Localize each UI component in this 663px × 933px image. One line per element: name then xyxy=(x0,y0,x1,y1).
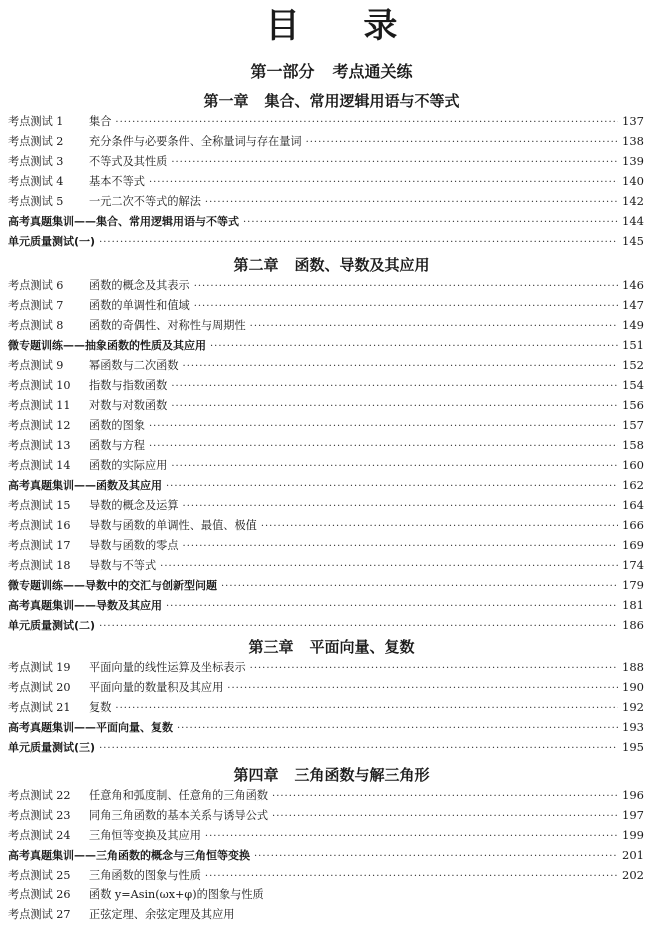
dot-leader xyxy=(171,153,618,173)
entry-label: 考点测试 23 xyxy=(8,809,71,822)
chapter-name: 平面向量、复数 xyxy=(309,638,415,656)
entry-title: 平面向量的数量积及其应用 xyxy=(89,681,224,694)
entry-label: 考点测试 14 xyxy=(8,459,71,472)
entry-page-number: 202 xyxy=(622,868,644,882)
toc-entry[interactable] xyxy=(8,595,644,615)
toc-entry[interactable] xyxy=(8,211,644,231)
toc-entry[interactable] xyxy=(8,151,644,171)
dot-leader xyxy=(210,337,618,357)
entry-title: 同角三角函数的基本关系与诱导公式 xyxy=(89,809,269,822)
entry-label: 考点测试 7 xyxy=(8,299,64,312)
entry-page-number: 166 xyxy=(622,518,644,532)
toc-entry[interactable] xyxy=(8,785,644,805)
entry-label: 高考真题集训——函数及其应用 xyxy=(8,479,162,492)
entry-title: 函数的概念及其表示 xyxy=(89,279,190,292)
dot-leader xyxy=(261,517,618,537)
toc-entry[interactable] xyxy=(8,555,644,575)
dot-leader xyxy=(250,659,618,679)
dot-leader xyxy=(166,597,618,617)
entry-page-number: 181 xyxy=(622,598,644,612)
entry-page-number: 142 xyxy=(622,194,644,208)
entry-label: 考点测试 5 xyxy=(8,195,64,208)
toc-entry[interactable] xyxy=(8,335,644,355)
chapter-number: 第三章 xyxy=(248,638,294,656)
toc-entry[interactable] xyxy=(8,415,644,435)
toc-entry[interactable] xyxy=(8,515,644,535)
entry-label: 考点测试 13 xyxy=(8,439,71,452)
entry-title: 函数的图象 xyxy=(89,419,145,432)
dot-leader xyxy=(254,847,618,867)
dot-leader xyxy=(171,397,618,417)
entry-label: 考点测试 27 xyxy=(8,908,71,921)
dot-leader xyxy=(115,699,618,719)
chapter-name: 集合、常用逻辑用语与不等式 xyxy=(264,92,460,110)
entry-title: 对数与对数函数 xyxy=(89,399,168,412)
dot-leader xyxy=(205,867,618,887)
toc-entry[interactable] xyxy=(8,535,644,555)
entry-page-number: 179 xyxy=(622,578,644,592)
toc-entry[interactable] xyxy=(8,111,644,131)
entry-page-number: 196 xyxy=(622,788,644,802)
toc-entry[interactable] xyxy=(8,315,644,335)
toc-entry[interactable] xyxy=(8,865,644,885)
entry-page-number: 140 xyxy=(622,174,644,188)
dot-leader xyxy=(205,193,618,213)
entry-title: 函数的单调性和值域 xyxy=(89,299,190,312)
toc-entry[interactable] xyxy=(8,191,644,211)
entry-label: 高考真题集训——集合、常用逻辑用语与不等式 xyxy=(8,215,239,228)
entry-page-number: 188 xyxy=(622,660,644,674)
entry-page-number: 157 xyxy=(622,418,644,432)
toc-entry[interactable] xyxy=(8,455,644,475)
entry-page-number: 158 xyxy=(622,438,644,452)
dot-leader xyxy=(183,357,619,377)
entry-label: 单元质量测试(三) xyxy=(8,741,96,754)
entry-title: 不等式及其性质 xyxy=(89,155,168,168)
part-label: 第一部分 xyxy=(250,62,315,81)
toc-entry[interactable] xyxy=(8,885,644,905)
entry-label: 高考真题集训——三角函数的概念与三角恒等变换 xyxy=(8,849,250,862)
entry-page-number: 147 xyxy=(622,298,644,312)
entry-page-number: 197 xyxy=(622,808,644,822)
toc-entry[interactable] xyxy=(8,697,644,717)
entry-page-number: 151 xyxy=(622,338,644,352)
chapter-heading xyxy=(0,637,663,657)
chapter-heading xyxy=(0,255,663,275)
entry-label: 考点测试 24 xyxy=(8,829,71,842)
toc-entry[interactable] xyxy=(8,375,644,395)
entry-label: 考点测试 20 xyxy=(8,681,71,694)
part-name: 考点通关练 xyxy=(332,62,413,81)
entry-label: 考点测试 2 xyxy=(8,135,64,148)
entry-title: 任意角和弧度制、任意角的三角函数 xyxy=(89,789,269,802)
dot-leader xyxy=(183,537,619,557)
entry-page-number: 174 xyxy=(622,558,644,572)
entry-page-number: 160 xyxy=(622,458,644,472)
entry-label: 单元质量测试(一) xyxy=(8,235,96,248)
toc-entry[interactable] xyxy=(8,231,644,251)
entry-title: 充分条件与必要条件、全称量词与存在量词 xyxy=(89,135,302,148)
chapter-number: 第二章 xyxy=(233,256,279,274)
toc-entry[interactable] xyxy=(8,677,644,697)
entry-page-number: 145 xyxy=(622,234,644,248)
dot-leader xyxy=(194,297,618,317)
entry-label: 考点测试 18 xyxy=(8,559,71,572)
chapter-heading xyxy=(0,91,663,111)
entry-label: 考点测试 3 xyxy=(8,155,64,168)
entry-label: 考点测试 8 xyxy=(8,319,64,332)
toc-entry[interactable] xyxy=(8,355,644,375)
dot-leader xyxy=(306,133,618,153)
entry-page-number: 149 xyxy=(622,318,644,332)
dot-leader xyxy=(99,739,618,759)
entry-title: 平面向量的线性运算及坐标表示 xyxy=(89,661,246,674)
entry-page-number: 169 xyxy=(622,538,644,552)
entry-title: 函数的实际应用 xyxy=(89,459,168,472)
entry-label: 考点测试 16 xyxy=(8,519,71,532)
entry-page-number: 190 xyxy=(622,680,644,694)
entry-label: 微专题训练——导数中的交汇与创新型问题 xyxy=(8,579,217,592)
toc-entry[interactable] xyxy=(8,845,644,865)
entry-title: 幂函数与二次函数 xyxy=(89,359,179,372)
dot-leader xyxy=(194,277,618,297)
entry-label: 考点测试 21 xyxy=(8,701,71,714)
entry-page-number: 199 xyxy=(622,828,644,842)
toc-entry[interactable] xyxy=(8,131,644,151)
entry-page-number: 138 xyxy=(622,134,644,148)
entry-label: 考点测试 6 xyxy=(8,279,64,292)
entry-title: 导数与函数的单调性、最值、极值 xyxy=(89,519,257,532)
chapter-number: 第一章 xyxy=(203,92,249,110)
dot-leader xyxy=(177,719,618,739)
entry-label: 高考真题集训——平面向量、复数 xyxy=(8,721,173,734)
chapter-name: 三角函数与解三角形 xyxy=(294,766,430,784)
dot-leader xyxy=(183,497,619,517)
entry-page-number: 137 xyxy=(622,114,644,128)
entry-label: 考点测试 22 xyxy=(8,789,71,802)
dot-leader xyxy=(221,577,618,597)
dot-leader xyxy=(99,617,618,637)
toc-entry[interactable] xyxy=(8,395,644,415)
entry-page-number: 162 xyxy=(622,478,644,492)
toc-entry[interactable] xyxy=(8,615,644,635)
dot-leader xyxy=(149,417,618,437)
entry-label: 考点测试 17 xyxy=(8,539,71,552)
dot-leader xyxy=(99,233,618,253)
entry-label: 考点测试 10 xyxy=(8,379,71,392)
entry-page-number: 152 xyxy=(622,358,644,372)
dot-leader xyxy=(166,477,618,497)
entry-page-number: 156 xyxy=(622,398,644,412)
chapter-name: 函数、导数及其应用 xyxy=(294,256,430,274)
entry-page-number: 164 xyxy=(622,498,644,512)
entry-page-number: 146 xyxy=(622,278,644,292)
entry-title: 函数 y=Asin(ωx+φ)的图象与性质 xyxy=(89,888,264,901)
toc-entry[interactable] xyxy=(8,905,644,925)
entry-label: 考点测试 19 xyxy=(8,661,71,674)
entry-label: 考点测试 9 xyxy=(8,359,64,372)
dot-leader xyxy=(149,173,618,193)
toc-entry[interactable] xyxy=(8,435,644,455)
page-title: 目 录 xyxy=(265,6,424,46)
dot-leader xyxy=(115,113,618,133)
entry-title: 基本不等式 xyxy=(89,175,145,188)
entry-title: 正弦定理、余弦定理及其应用 xyxy=(89,908,235,921)
dot-leader xyxy=(171,457,618,477)
toc-entry[interactable] xyxy=(8,475,644,495)
toc-entry[interactable] xyxy=(8,575,644,595)
dot-leader xyxy=(160,557,618,577)
dot-leader xyxy=(171,377,618,397)
entry-title: 一元二次不等式的解法 xyxy=(89,195,201,208)
dot-leader xyxy=(272,787,618,807)
entry-title: 指数与指数函数 xyxy=(89,379,168,392)
entry-title: 三角恒等变换及其应用 xyxy=(89,829,201,842)
entry-title: 导数与不等式 xyxy=(89,559,157,572)
entry-page-number: 201 xyxy=(622,848,644,862)
entry-title: 导数与函数的零点 xyxy=(89,539,179,552)
entry-label: 微专题训练——抽象函数的性质及其应用 xyxy=(8,339,206,352)
entry-label: 考点测试 26 xyxy=(8,888,71,901)
entry-label: 考点测试 12 xyxy=(8,419,71,432)
entry-label: 高考真题集训——导数及其应用 xyxy=(8,599,162,612)
entry-title: 导数的概念及运算 xyxy=(89,499,179,512)
entry-page-number: 186 xyxy=(622,618,644,632)
chapter-number: 第四章 xyxy=(233,766,279,784)
entry-label: 考点测试 25 xyxy=(8,869,71,882)
toc-entry[interactable] xyxy=(8,171,644,191)
entry-title: 函数与方程 xyxy=(89,439,145,452)
entry-label: 考点测试 15 xyxy=(8,499,71,512)
toc-entry[interactable] xyxy=(8,495,644,515)
toc-entry[interactable] xyxy=(8,717,644,737)
dot-leader xyxy=(205,827,618,847)
chapter-heading xyxy=(0,765,663,785)
entry-label: 单元质量测试(二) xyxy=(8,619,96,632)
entry-title: 集合 xyxy=(89,115,112,128)
toc-entry[interactable] xyxy=(8,275,644,295)
dot-leader xyxy=(250,317,618,337)
entry-label: 考点测试 11 xyxy=(8,399,71,412)
part-heading xyxy=(0,60,663,84)
toc-entry[interactable] xyxy=(8,825,644,845)
entry-label: 考点测试 4 xyxy=(8,175,64,188)
dot-leader xyxy=(272,807,618,827)
entry-page-number: 192 xyxy=(622,700,644,714)
dot-leader xyxy=(243,213,618,233)
dot-leader xyxy=(149,437,618,457)
entry-page-number: 144 xyxy=(622,214,644,228)
entry-page-number: 195 xyxy=(622,740,644,754)
entry-page-number: 139 xyxy=(622,154,644,168)
entry-label: 考点测试 1 xyxy=(8,115,64,128)
toc-entry[interactable] xyxy=(8,737,644,757)
dot-leader xyxy=(227,679,618,699)
entry-title: 三角函数的图象与性质 xyxy=(89,869,201,882)
entry-title: 函数的奇偶性、对称性与周期性 xyxy=(89,319,246,332)
toc-entry[interactable] xyxy=(8,805,644,825)
toc-entry[interactable] xyxy=(8,657,644,677)
entry-title: 复数 xyxy=(89,701,112,714)
entry-page-number: 154 xyxy=(622,378,644,392)
toc-entry[interactable] xyxy=(8,295,644,315)
entry-page-number: 193 xyxy=(622,720,644,734)
